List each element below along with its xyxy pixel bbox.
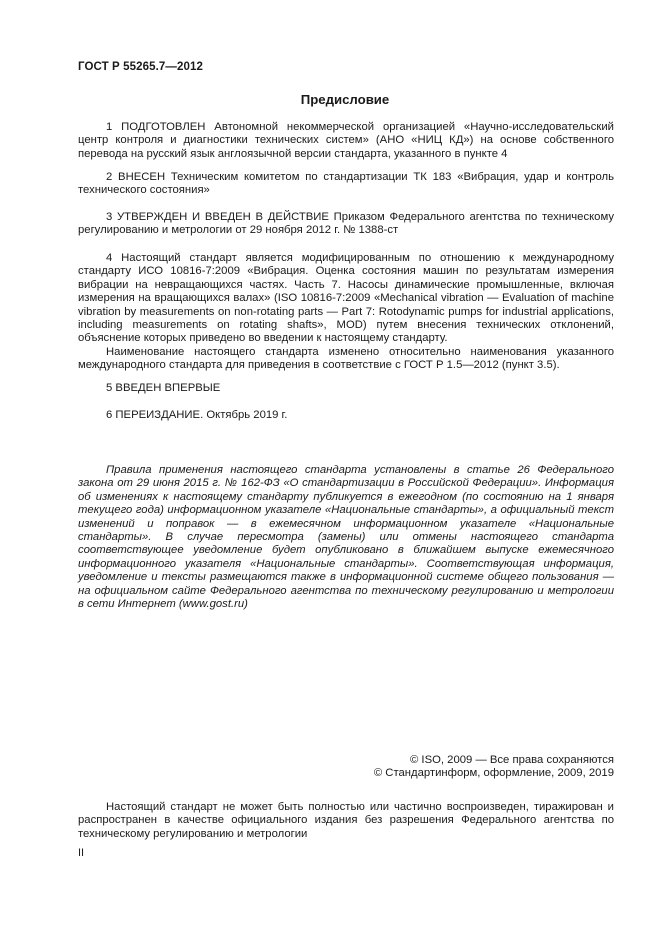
preface-item-2	[78, 171, 614, 198]
copyright-line-iso: © ISO, 2009 — Все права сохраняются	[409, 754, 614, 766]
section-title: Предисловие	[300, 92, 390, 107]
standard-application-notice	[78, 464, 614, 611]
paragraph-text: 6 ПЕРЕИЗДАНИЕ. Октябрь 2019 г.	[106, 409, 288, 421]
document-code: ГОСТ Р 55265.7—2012	[78, 61, 203, 73]
preface-item-1	[78, 121, 614, 161]
paragraph-text: 1 ПОДГОТОВЛЕН Автономной некоммерческой организацией «Научно-исследовательский центр контроля и диагностики технических систем» (АНО «НИЦ КД») на основе собственного перевода на русский язык англоязычной версии стандарта, указанного в пункте 4	[78, 121, 614, 160]
preface-item-5	[78, 382, 614, 395]
preface-item-6	[78, 409, 614, 422]
paragraph-text: 5 ВВЕДЕН ВПЕРВЫЕ	[106, 382, 221, 394]
page-number: II	[78, 847, 85, 859]
preface-item-3	[78, 211, 614, 238]
preface-item-4	[78, 252, 614, 373]
copyright-block	[374, 754, 614, 780]
notice-text: Правила применения настоящего стандарта установлены в статье 26 Федерального закона от 29 июня 2015 г. № 162-ФЗ «О стандартизации в Российской Федерации». Информация об изменениях к настоящему стандарту публикуется в ежегодном (по состоянию на 1 января текущего года) информационном указателе «Национальные стандарты», а официальный текст изменений и поправок — в ежемесячном информационном указателе «Национальные стандарты». В случае пересмотра (замены) или отмены настоящего стандарта соответствующее уведомление будет опубликовано в ближайшем выпуске ежемесячного информационного указателя «Национальные стандарты». Соответствующая информация, уведомление и тексты размещаются также в информационной системе общего пользования — на официальном сайте Федерального агентства по техническому регулированию и метрологии в сети Интернет (www.gost.ru)	[78, 464, 614, 611]
reproduction-text: Настоящий стандарт не может быть полностью или частично воспроизведен, тиражирован и распространен в качестве официального издания без разрешения Федерального агентства по техническому регулированию и метрологии	[78, 801, 614, 840]
paragraph-text: 2 ВНЕСЕН Техническим комитетом по стандартизации ТК 183 «Вибрация, удар и контроль технического состояния»	[78, 171, 614, 197]
copyright-line-standartinform: © Стандартинформ, оформление, 2009, 2019	[373, 767, 614, 780]
reproduction-notice	[78, 801, 614, 841]
paragraph-text: 3 УТВЕРЖДЕН И ВВЕДЕН В ДЕЙСТВИЕ Приказом Федерального агентства по техническому регулированию и метрологии от 29 ноября 2012 г. № 1388-ст	[78, 211, 614, 237]
paragraph-text: 4 Настоящий стандарт является модифицированным по отношению к международному стандарту ИСО 10816-7:2009 «Вибрация. Оценка состояния машин по результатам измерения вибрации на невращающихся частях. Часть 7. Насосы динамические промышленные, включая измерения на вращающихся валах» (ISO 10816-7:2009 «Mechanical vibration — Evaluation of machine vibration by measurements on non-rotating parts — Part 7: Rotodynamic pumps for industrial applications, including measurements on rotating shafts», MOD) путем внесения технических отклонений, объяснение которых приведено во введении к настоящему стандарту.	[78, 252, 614, 345]
paragraph-text: Наименование настоящего стандарта изменено относительно наименования указанного международного стандарта для приведения в соответствие с ГОСТ Р 1.5—2012 (пункт 3.5).	[78, 345, 614, 372]
